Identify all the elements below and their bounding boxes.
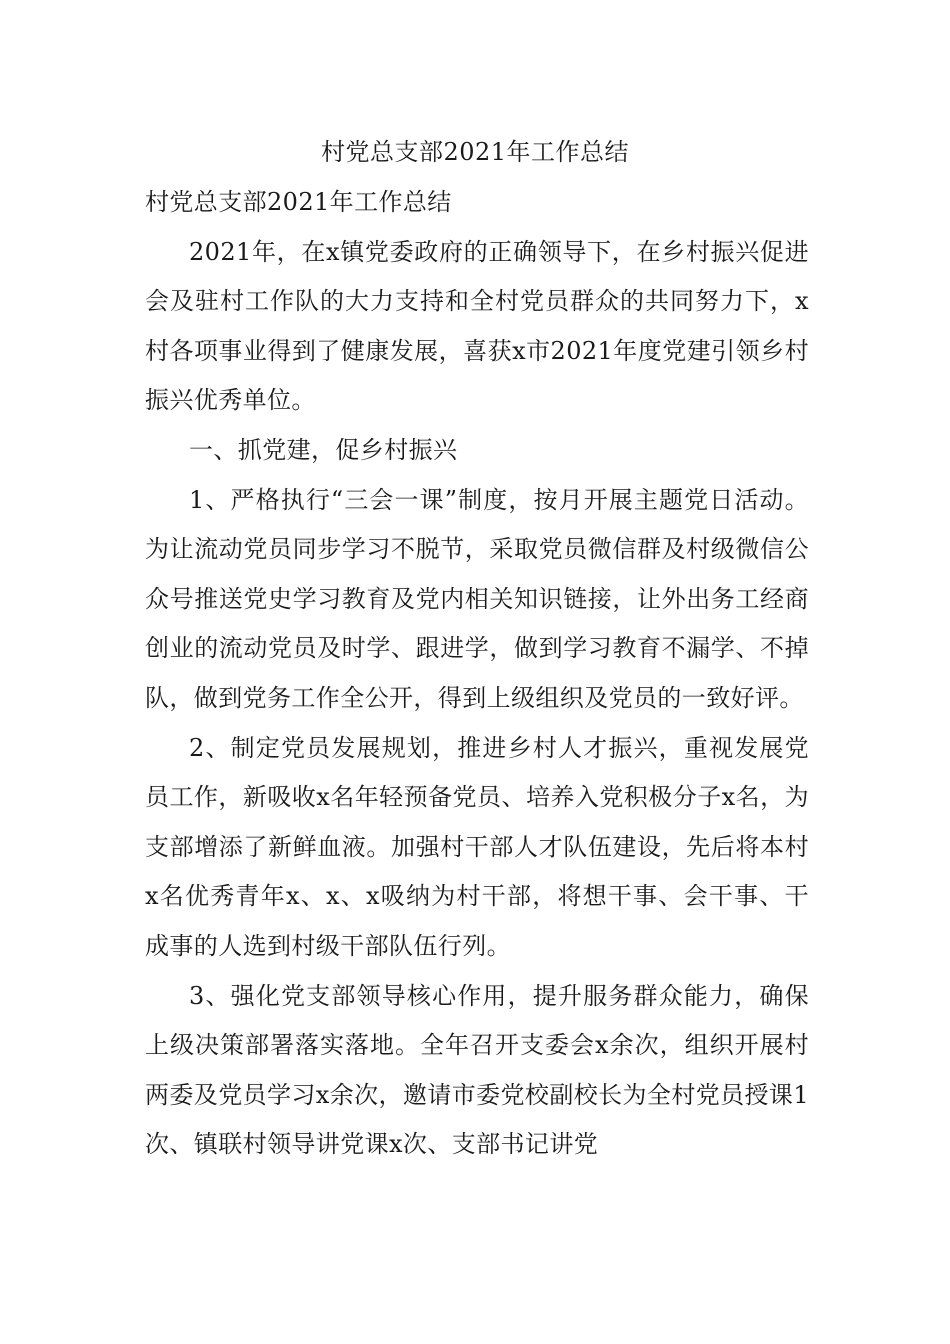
document-title: 村党总支部2021年工作总结 <box>320 138 630 166</box>
paragraph-item-2: 2、制定党员发展规划，推进乡村人才振兴，重视发展党员工作，新吸收x名年轻预备党员、培养入党积极分子x名，为支部增添了新鲜血液。加强村干部人才队伍建设，先后将本村x名优秀青年x、x、x吸纳为村干部，将想干事、会干事、干成事的人选到村级干部队伍行列。 <box>145 733 809 960</box>
paragraph-item-1: 1、严格执行“三会一课”制度，按月开展主题党日活动。为让流动党员同步学习不脱节，采取党员微信群及村级微信公众号推送党史学习教育及党内相关知识链接，让外出务工经商创业的流动党员及时学、跟进学，做到学习教育不漏学、不掉队，做到党务工作全公开，得到上级组织及党员的一致好评。 <box>145 485 809 712</box>
paragraph-item-3: 3、强化党支部领导核心作用，提升服务群众能力，确保上级决策部署落实落地。全年召开支委会x余次，组织开展村两委及党员学习x余次，邀请市委党校副校长为全村党员授课1次、镇联村领导讲党课x次、支部书记讲党 <box>145 981 810 1159</box>
document-subtitle: 村党总支部2021年工作总结 <box>145 188 452 216</box>
paragraph-intro: 2021年，在x镇党委政府的正确领导下，在乡村振兴促进会及驻村工作队的大力支持和全村党员群众的共同努力下，x村各项事业得到了健康发展，喜获x市2021年度党建引领乡村振兴优秀单位。 <box>145 237 809 415</box>
section-heading-1: 一、抓党建，促乡村振兴 <box>189 435 458 464</box>
document-body <box>145 178 809 1170</box>
